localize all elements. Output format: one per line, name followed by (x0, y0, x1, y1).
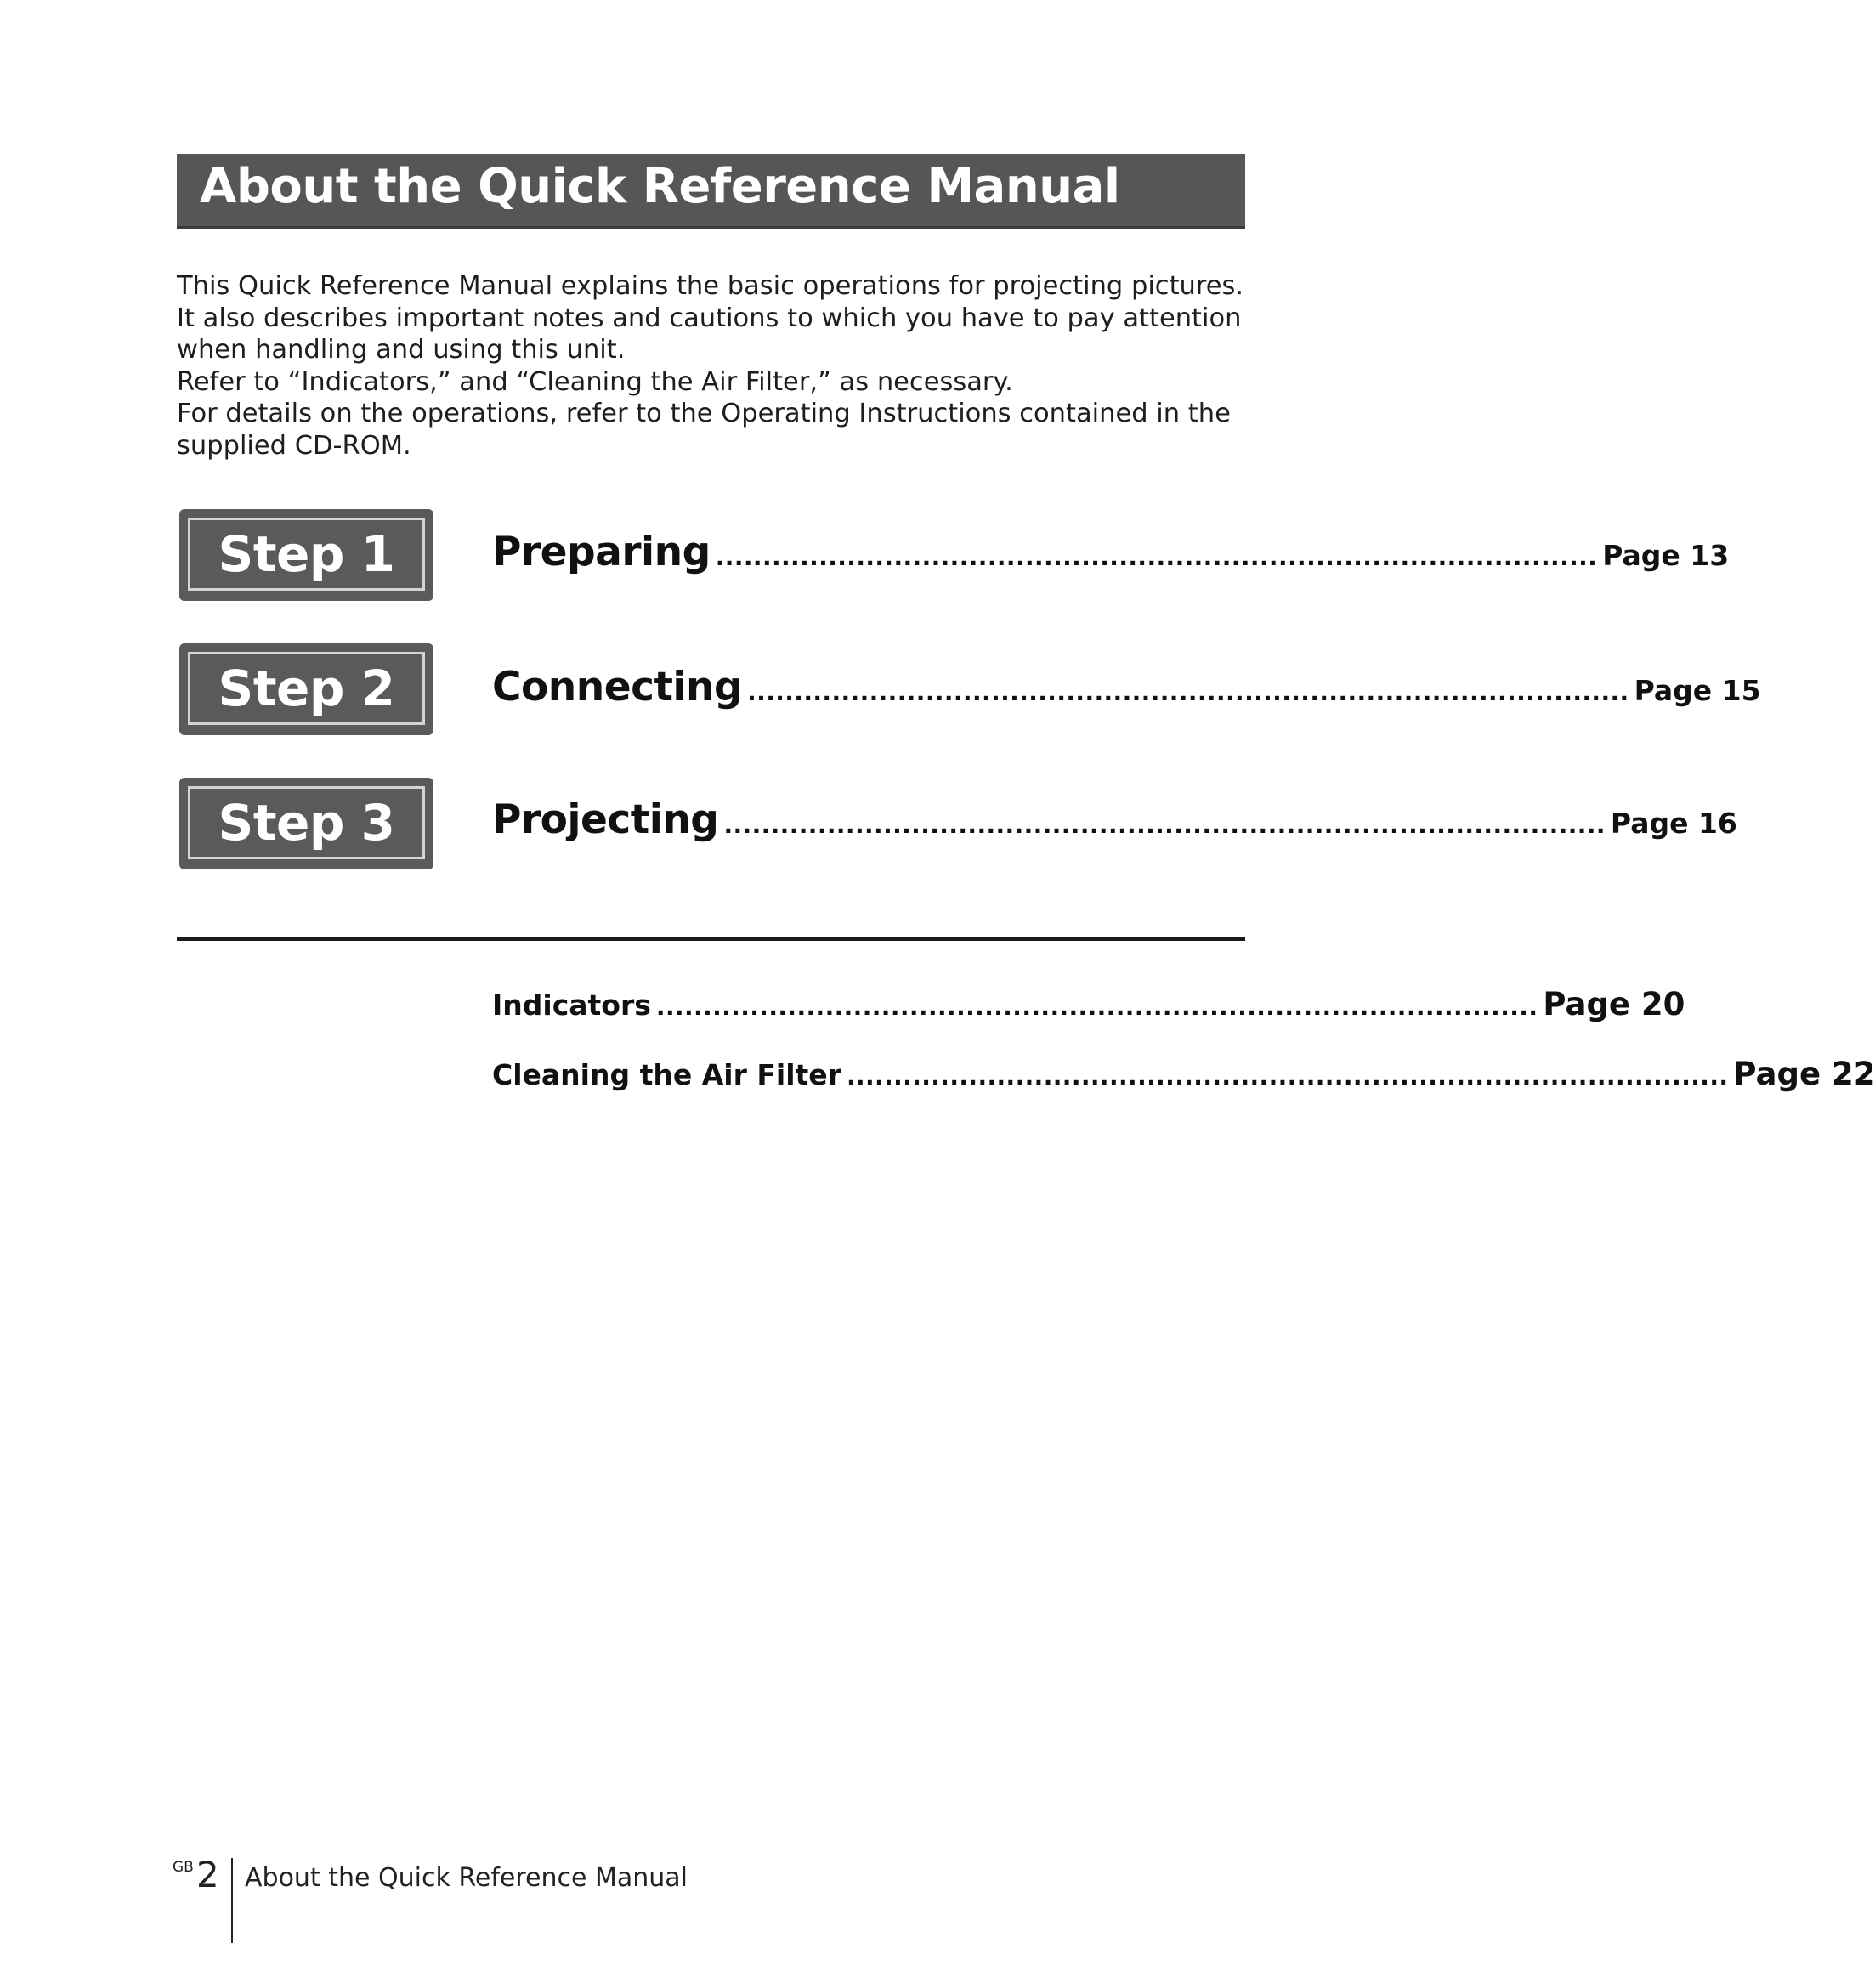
intro-line: This Quick Reference Manual explains the basic operations for projecting pictures. (177, 271, 1244, 301)
toc-entry-title: Connecting (492, 664, 743, 711)
step-badge-frame (188, 652, 425, 725)
toc-entry-title: Projecting (492, 796, 719, 843)
toc-entry-preparing[interactable] (492, 529, 1730, 575)
intro-line: For details on the operations, refer to the Operating Instructions contained in the (177, 399, 1231, 428)
step-2-badge (179, 643, 433, 735)
toc-entry-title: Preparing (492, 529, 711, 575)
toc-leader-dots: .............................................................................................. (846, 1062, 1729, 1090)
intro-line: when handling and using this unit. (177, 335, 626, 365)
section-divider (177, 937, 1245, 941)
title-banner (177, 154, 1245, 229)
intro-line: supplied CD-ROM. (177, 430, 411, 461)
toc-leader-dots: .............................................................................................. (723, 811, 1606, 839)
step-badge-frame (188, 518, 425, 591)
toc-entry-page: Page 13 (1602, 539, 1730, 572)
toc-leader-dots: .............................................................................................. (715, 543, 1598, 571)
step-1-badge (179, 509, 433, 601)
intro-paragraph (177, 270, 1256, 462)
toc-leader-dots: .............................................................................................. (655, 993, 1538, 1021)
footer-region-code: GB (173, 1859, 194, 1876)
step-badge-frame (188, 786, 425, 859)
toc-entry-page: Page 22 (1733, 1056, 1875, 1092)
footer-section-title: About the Quick Reference Manual (245, 1863, 688, 1893)
toc-entry-page: Page 16 (1610, 807, 1737, 840)
intro-line: Refer to “Indicators,” and “Cleaning the Air Filter,” as necessary. (177, 366, 1013, 397)
toc-entry-title: Cleaning the Air Filter (492, 1058, 841, 1091)
footer-page-number: 2 (196, 1854, 219, 1895)
step-badge-label: Step 3 (218, 794, 395, 852)
toc-entry-connecting[interactable] (492, 664, 1761, 711)
page-title: About the Quick Reference Manual (200, 159, 1120, 214)
toc-entry-indicators[interactable] (492, 986, 1685, 1022)
toc-entry-projecting[interactable] (492, 796, 1737, 843)
step-3-badge (179, 778, 433, 869)
toc-entry-page: Page 15 (1634, 674, 1761, 707)
toc-entry-cleaning-air-filter[interactable] (492, 1056, 1875, 1092)
step-badge-label: Step 1 (218, 525, 395, 583)
footer-rule (231, 1858, 233, 1943)
toc-leader-dots: .............................................................................................. (747, 678, 1629, 706)
toc-entry-title: Indicators (492, 988, 651, 1022)
toc-entry-page: Page 20 (1543, 986, 1685, 1022)
intro-line: It also describes important notes and cautions to which you have to pay attention (177, 303, 1242, 333)
step-badge-label: Step 2 (218, 660, 395, 717)
